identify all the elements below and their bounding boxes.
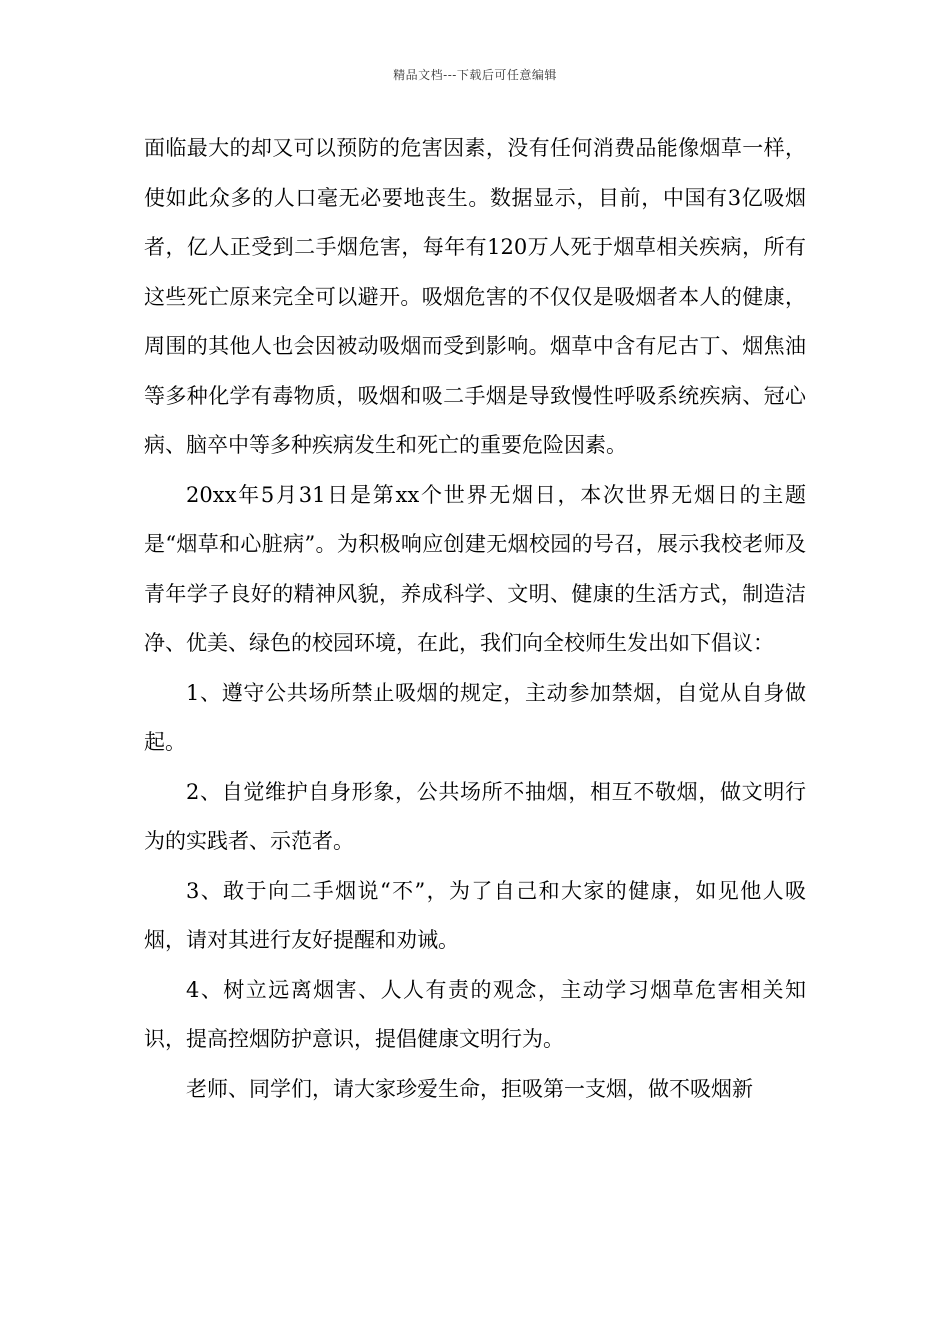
paragraph-theme: 20xx年5月31日是第xx个世界无烟日，本次世界无烟日的主题是“烟草和心脏病”。为积极响应创建无烟校园的号召，展示我校老师及青年学子良好的精神风貌，养成科学、文明、健康的生活方式，制造洁净、优美、绿色的校园环境，在此，我们向全校师生发出如下倡议： <box>144 482 806 655</box>
proposal-item-2: 2、自觉维护自身形象，公共场所不抽烟，相互不敬烟，做文明行为的实践者、示范者。 <box>144 779 806 853</box>
document-body <box>144 124 806 1114</box>
page-header: 精品文档---下载后可任意编辑 <box>393 68 557 82</box>
paragraph-closing: 老师、同学们，请大家珍爱生命，拒吸第一支烟，做不吸烟新 <box>186 1076 753 1101</box>
paragraph-continuation: 面临最大的却又可以预防的危害因素，没有任何消费品能像烟草一样，使如此众多的人口毫无必要地丧生。数据显示，目前，中国有3亿吸烟者，亿人正受到二手烟危害，每年有120万人死于烟草相关疾病，所有这些死亡原来完全可以避开。吸烟危害的不仅仅是吸烟者本人的健康，周围的其他人也会因被动吸烟而受到影响。烟草中含有尼古丁、烟焦油等多种化学有毒物质，吸烟和吸二手烟是导致慢性呼吸系统疾病、冠心病、脑卒中等多种疾病发生和死亡的重要危险因素。 <box>144 136 806 457</box>
proposal-item-4: 4、树立远离烟害、人人有责的观念，主动学习烟草危害相关知识，提高控烟防护意识，提倡健康文明行为。 <box>144 977 806 1051</box>
proposal-item-3: 3、敢于向二手烟说“不”，为了自己和大家的健康，如见他人吸烟，请对其进行友好提醒和劝诫。 <box>144 878 806 952</box>
proposal-item-1: 1、遵守公共场所禁止吸烟的规定，主动参加禁烟，自觉从自身做起。 <box>144 680 806 754</box>
